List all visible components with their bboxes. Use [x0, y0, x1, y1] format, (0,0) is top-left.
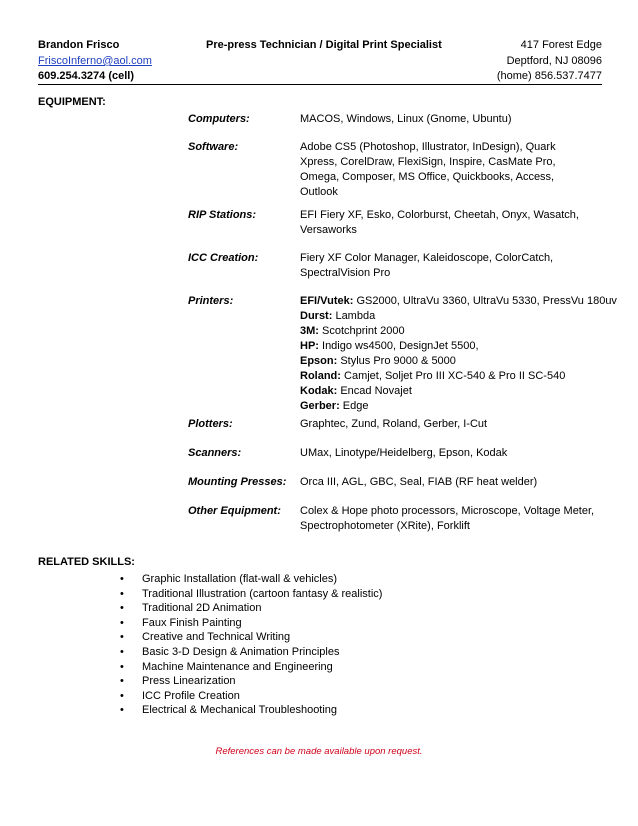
- equipment-text: Outlook: [300, 186, 338, 198]
- equipment-value-line: [300, 339, 600, 354]
- equipment-value-line: [300, 369, 600, 384]
- address-line-2: Deptford, NJ 08096: [506, 55, 602, 67]
- equipment-value-line: [300, 446, 600, 461]
- address-line-1: 417 Forest Edge: [520, 39, 602, 51]
- bullet-icon: •: [120, 675, 124, 688]
- skill-text: Machine Maintenance and Engineering: [142, 660, 333, 673]
- bullet-icon: •: [120, 631, 124, 644]
- bullet-icon: •: [120, 602, 124, 615]
- skill-text: Faux Finish Painting: [142, 616, 242, 629]
- equipment-value-line: [300, 155, 600, 170]
- equipment-text: Orca III, AGL, GBC, Seal, FIAB (RF heat welder): [300, 476, 538, 488]
- brand-name: EFI/Vutek:: [300, 295, 354, 307]
- skills-heading: RELATED SKILLS:: [38, 556, 135, 568]
- equipment-text: UMax, Linotype/Heidelberg, Epson, Kodak: [300, 447, 508, 459]
- equipment-text: SpectralVision Pro: [300, 267, 391, 279]
- equipment-label: RIP Stations:: [188, 209, 257, 221]
- equipment-text: Graphtec, Zund, Roland, Gerber, I-Cut: [300, 418, 488, 430]
- equipment-text: GS2000, UltraVu 3360, UltraVu 5330, PressVu 180uv: [353, 295, 617, 307]
- equipment-text: Xpress, CorelDraw, FlexiSign, Inspire, CasMate Pro,: [300, 156, 556, 168]
- equipment-text: Stylus Pro 9000 & 5000: [337, 355, 456, 367]
- equipment-value: [300, 140, 600, 200]
- brand-name: Durst:: [300, 310, 333, 322]
- equipment-text: Versaworks: [300, 224, 357, 236]
- equipment-value-line: [300, 208, 600, 223]
- equipment-value-line: [300, 384, 600, 399]
- equipment-heading: EQUIPMENT:: [38, 96, 106, 108]
- bullet-icon: •: [120, 704, 124, 717]
- equipment-value: [300, 251, 600, 281]
- equipment-value: [300, 417, 600, 432]
- equipment-value-line: [300, 140, 600, 155]
- equipment-value-line: [300, 170, 600, 185]
- equipment-label: ICC Creation:: [188, 252, 259, 264]
- brand-name: Kodak:: [300, 385, 338, 397]
- equipment-text: Lambda: [332, 310, 376, 322]
- equipment-value-line: [300, 354, 600, 369]
- header-divider: [38, 84, 602, 85]
- equipment-text: Spectrophotometer (XRite), Forklift: [300, 520, 470, 532]
- equipment-value: [300, 294, 617, 414]
- bullet-icon: •: [120, 645, 124, 658]
- skill-text: ICC Profile Creation: [142, 689, 240, 702]
- equipment-text: Indigo ws4500, DesignJet 5500,: [318, 340, 479, 352]
- equipment-text: MACOS, Windows, Linux (Gnome, Ubuntu): [300, 113, 512, 125]
- equipment-label: Plotters:: [188, 418, 233, 430]
- equipment-value-line: [300, 251, 600, 266]
- skill-text: Press Linearization: [142, 675, 236, 688]
- equipment-label: Scanners:: [188, 447, 242, 459]
- equipment-text: Omega, Composer, MS Office, Quickbooks, Access,: [300, 171, 555, 183]
- equipment-value-line: [300, 185, 600, 200]
- brand-name: Epson:: [300, 355, 338, 367]
- equipment-value: [300, 504, 600, 534]
- equipment-value-line: [300, 504, 600, 519]
- skill-text: Creative and Technical Writing: [142, 631, 291, 644]
- equipment-label: Mounting Presses:: [188, 476, 287, 488]
- equipment-label: Printers:: [188, 295, 234, 307]
- brand-name: Roland:: [300, 370, 341, 382]
- job-title: Pre-press Technician / Digital Print Specialist: [206, 39, 442, 51]
- equipment-value-line: [300, 294, 617, 309]
- equipment-text: Fiery XF Color Manager, Kaleidoscope, ColorCatch,: [300, 252, 554, 264]
- equipment-value-line: [300, 266, 600, 281]
- equipment-value-line: [300, 223, 600, 238]
- equipment-text: Camjet, Soljet Pro III XC-540 & Pro II SC-540: [340, 370, 566, 382]
- equipment-text: Adobe CS5 (Photoshop, Illustrator, InDesign), Quark: [300, 141, 556, 153]
- equipment-value: [300, 112, 600, 127]
- equipment-value: [300, 475, 600, 490]
- skill-text: Traditional Illustration (cartoon fantasy & realistic): [142, 587, 383, 600]
- bullet-icon: •: [120, 573, 124, 585]
- skill-text: Basic 3-D Design & Animation Principles: [142, 645, 340, 658]
- equipment-text: Edge: [339, 400, 369, 412]
- equipment-value-line: [300, 417, 600, 432]
- equipment-text: Scotchprint 2000: [318, 325, 405, 337]
- equipment-label: Computers:: [188, 113, 250, 125]
- bullet-icon: •: [120, 660, 124, 673]
- equipment-value-line: [300, 519, 600, 534]
- bullet-icon: •: [120, 689, 124, 702]
- skill-text: Graphic Installation (flat-wall & vehicles): [142, 573, 338, 585]
- bullet-icon: •: [120, 616, 124, 629]
- equipment-value-line: [300, 399, 600, 414]
- equipment-text: Colex & Hope photo processors, Microscope, Voltage Meter,: [300, 505, 595, 517]
- email-link[interactable]: FriscoInferno@aol.com: [38, 55, 152, 67]
- equipment-value-line: [300, 112, 600, 127]
- equipment-text: Encad Novajet: [337, 385, 412, 397]
- equipment-value: [300, 446, 600, 461]
- equipment-value-line: [300, 309, 600, 324]
- references-note: References can be made available upon request.: [215, 746, 423, 757]
- brand-name: HP:: [300, 340, 319, 352]
- cell-phone: 609.254.3274 (cell): [38, 70, 135, 82]
- equipment-label: Software:: [188, 141, 239, 153]
- skill-text: Traditional 2D Animation: [142, 602, 262, 615]
- candidate-name: Brandon Frisco: [38, 39, 120, 51]
- equipment-value: [300, 208, 600, 238]
- brand-name: 3M:: [300, 325, 319, 337]
- equipment-value-line: [300, 475, 600, 490]
- bullet-icon: •: [120, 587, 124, 600]
- equipment-value-line: [300, 324, 600, 339]
- equipment-text: EFI Fiery XF, Esko, Colorburst, Cheetah, Onyx, Wasatch,: [300, 209, 579, 221]
- equipment-label: Other Equipment:: [188, 505, 281, 517]
- skill-text: Electrical & Mechanical Troubleshooting: [142, 704, 338, 717]
- brand-name: Gerber:: [300, 400, 340, 412]
- home-phone: (home) 856.537.7477: [496, 70, 602, 82]
